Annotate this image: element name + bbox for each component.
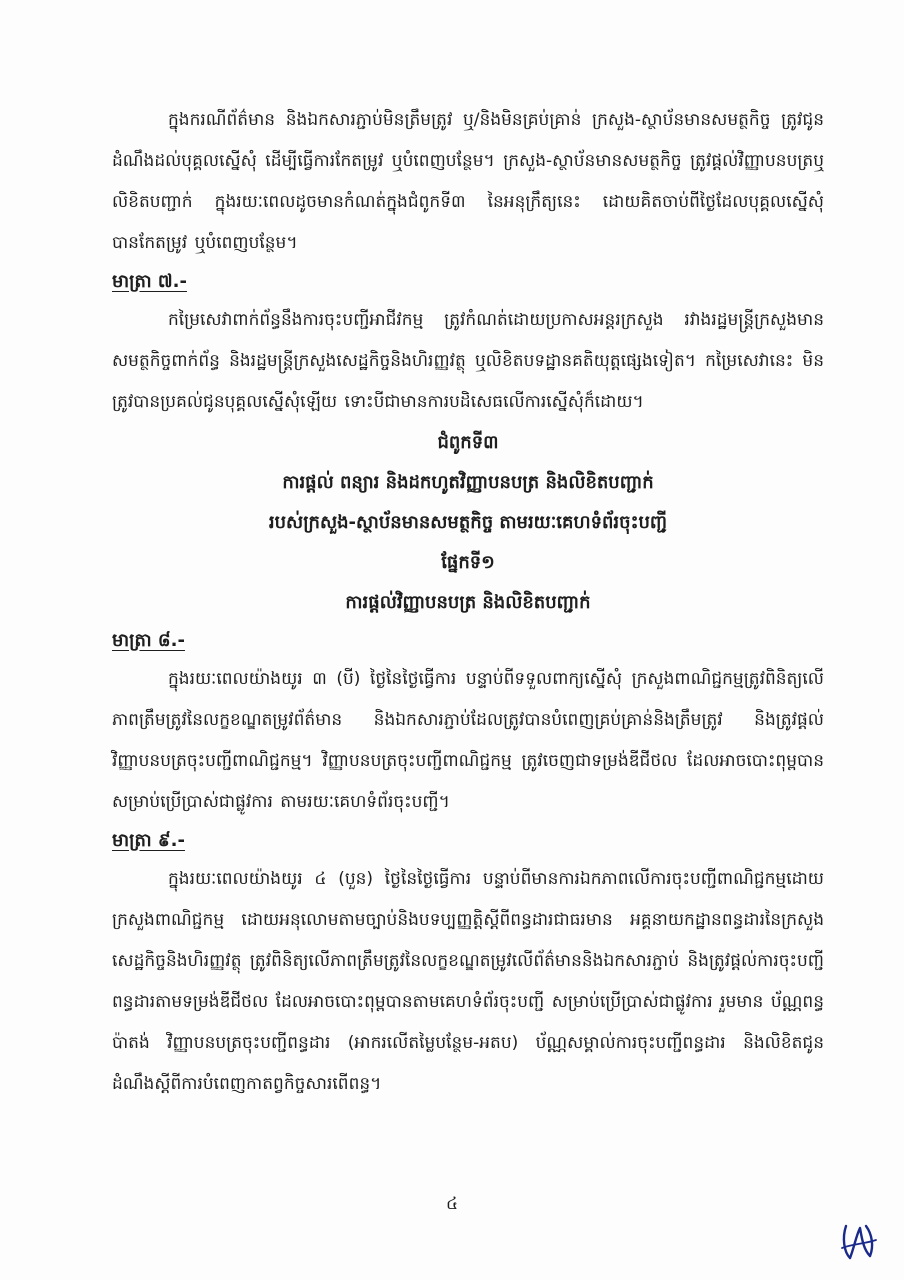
chapter-title-line-2: របស់ក្រសួង-ស្ថាប័នមានសមត្ថកិច្ច តាមរយៈគេហទំព័រចុះបញ្ជី <box>268 512 668 533</box>
paragraph-service-fee: កម្រៃសេវាពាក់ព័ន្ធនឹងការចុះបញ្ជីអាជីវកម្ម ត្រូវកំណត់ដោយប្រកាសអន្តរក្រសួង រវាងរដ្ឋមន្ត្រីក្រសួងមានសមត្ថកិច្ចពាក់ព័ន្ធ និងរដ្ឋមន្ត្រីក្រសួងសេដ្ឋកិច្ចនិងហិរញ្ញវត្ថុ ឬលិខិតបទដ្ឋានគតិយុត្តផ្សេងទៀត។ កម្រៃសេវានេះ មិនត្រូវបានប្រគល់ជូនបុគ្គលស្នើសុំឡើយ ទោះបីជាមានការបដិសេធលើការស្នើសុំក៏ដោយ។ <box>112 310 824 412</box>
paragraph-commerce-registration: ក្នុងរយៈពេលយ៉ាងយូរ ៣ (បី) ថ្ងៃនៃថ្ងៃធ្វើការ បន្ទាប់ពីទទួលពាក្យស្នើសុំ ក្រសួងពាណិជ្ជកម្មត្រូវពិនិត្យលើភាពត្រឹមត្រូវនៃលក្ខខណ្ឌតម្រូវព័ត៌មាន និងឯកសារភ្ជាប់ដែលត្រូវបានបំពេញគ្រប់គ្រាន់និងត្រឹមត្រូវ និងត្រូវផ្ដល់វិញ្ញាបនបត្រចុះបញ្ជីពាណិជ្ជកម្ម។ វិញ្ញាបនបត្រចុះបញ្ជីពាណិជ្ជកម្ម ត្រូវចេញជាទម្រង់ឌីជីថល ដែលអាចបោះពុម្ពបាន សម្រាប់ប្រើប្រាស់ជាផ្លូវការ តាមរយៈគេហទំព័រចុះបញ្ជី។ <box>112 669 824 812</box>
chapter-title-line-1: ការផ្ដល់ ពន្យារ និងដកហូតវិញ្ញាបនបត្រ និងលិខិតបញ្ជាក់ <box>282 472 654 493</box>
page-number: ៤ <box>445 1194 459 1214</box>
section-heading: ផ្នែកទី១ <box>441 552 495 573</box>
chapter-heading: ជំពូកទី៣ <box>437 432 499 453</box>
article-8-heading: មាត្រា ៨.- <box>112 630 185 651</box>
paragraph-correction-notice: ក្នុងករណីព័ត៌មាន និងឯកសារភ្ជាប់មិនត្រឹមត្រូវ ឬ/និងមិនគ្រប់គ្រាន់ ក្រសួង-ស្ថាប័នមានសមត្ថកិច្ច ត្រូវជូនដំណឹងដល់បុគ្គលស្នើសុំ ដើម្បីធ្វើការកែតម្រូវ ឬបំពេញបន្ថែម។ ក្រសួង-ស្ថាប័នមានសមត្ថកិច្ច ត្រូវផ្ដល់វិញ្ញាបនបត្រឬលិខិតបញ្ជាក់ ក្នុងរយៈពេលដូចមានកំណត់ក្នុងជំពូកទី៣ នៃអនុក្រឹត្យនេះ ដោយគិតចាប់ពីថ្ងៃដែលបុគ្គលស្នើសុំបានកែតម្រូវ ឬបំពេញបន្ថែម។ <box>112 110 824 253</box>
paragraph-tax-registration: ក្នុងរយៈពេលយ៉ាងយូរ ៤ (បួន) ថ្ងៃនៃថ្ងៃធ្វើការ បន្ទាប់ពីមានការឯកភាពលើការចុះបញ្ជីពាណិជ្ជកម្មដោយក្រសួងពាណិជ្ជកម្ម ដោយអនុលោមតាមច្បាប់និងបទប្បញ្ញត្តិស្ដីពីពន្ធដារជាធរមាន អគ្គនាយកដ្ឋានពន្ធដារនៃក្រសួងសេដ្ឋកិច្ចនិងហិរញ្ញវត្ថុ ត្រូវពិនិត្យលើភាពត្រឹមត្រូវនៃលក្ខខណ្ឌតម្រូវលើព័ត៌មាននិងឯកសារភ្ជាប់ និងត្រូវផ្ដល់ការចុះបញ្ជីពន្ធដារតាមទម្រង់ឌីជីថល ដែលអាចបោះពុម្ពបានតាមគេហទំព័រចុះបញ្ជី សម្រាប់ប្រើប្រាស់ជាផ្លូវការ រួមមាន ប័ណ្ណពន្ធប៉ាតង់ វិញ្ញាបនបត្រចុះបញ្ជីពន្ធដារ (អាករលើតម្លៃបន្ថែម-អតប) ប័ណ្ណសម្គាល់ការចុះបញ្ជីពន្ធដារ និងលិខិតជូនដំណឹងស្ដីពីការបំពេញកាតព្វកិច្ចសារពើពន្ធ។ <box>112 869 824 1094</box>
article-7-heading: មាត្រា ៧.- <box>112 271 187 292</box>
section-title: ការផ្ដល់វិញ្ញាបនបត្រ និងលិខិតបញ្ជាក់ <box>345 592 591 613</box>
document-body <box>112 100 824 1105</box>
article-9-heading: មាត្រា ៩.- <box>112 830 185 851</box>
handwritten-initial-mark <box>836 1218 882 1266</box>
